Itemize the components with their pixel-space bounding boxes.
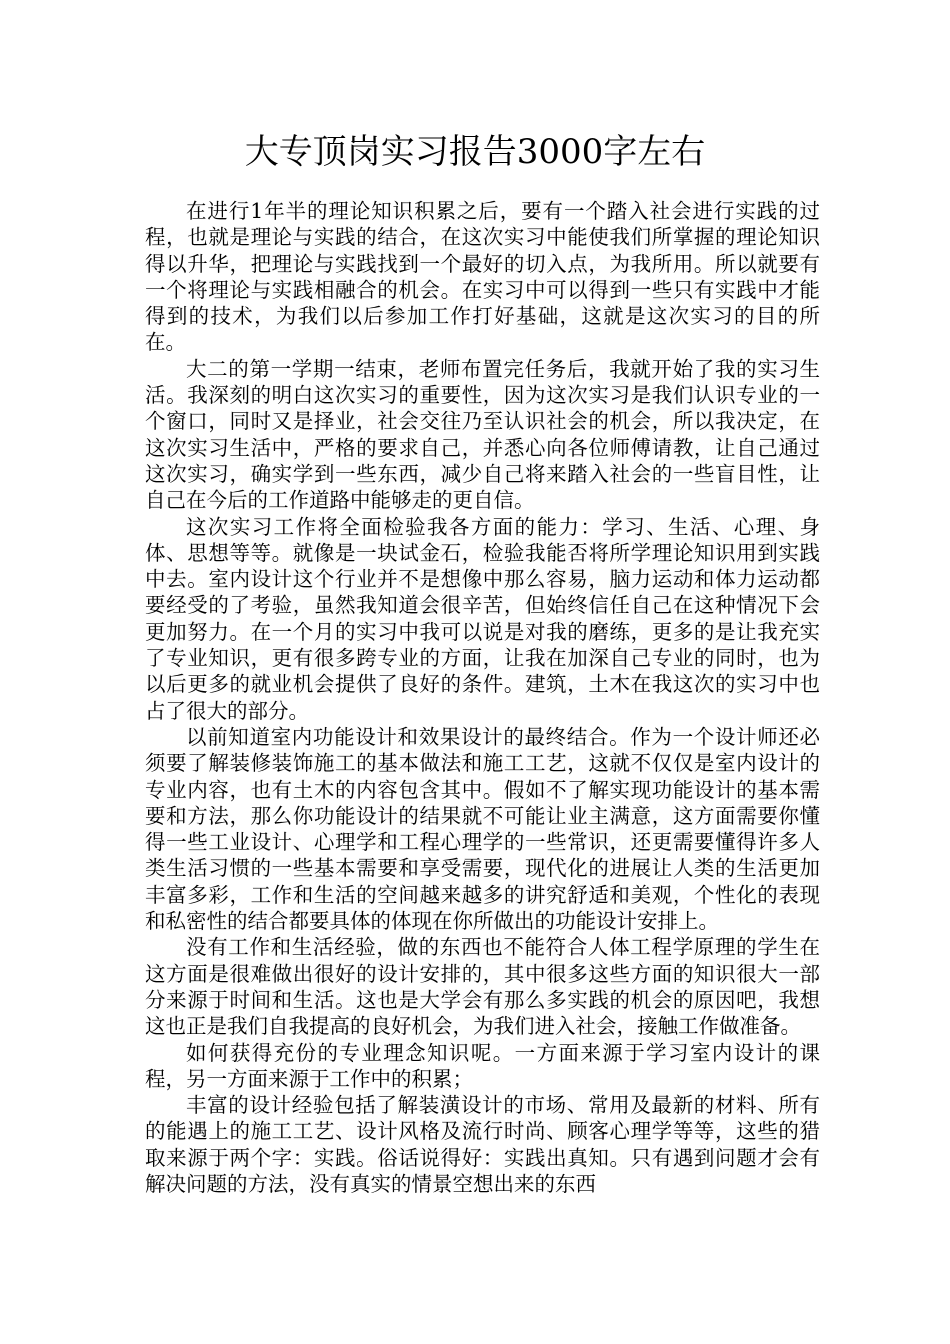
paragraph-1: 在进行1年半的理论知识积累之后，要有一个踏入社会进行实践的过程，也就是理论与实践的结合，在这次实习中能使我们所掌握的理论知识得以升华，把理论与实践找到一个最好的切入点，为我所用。所以就要有一个将理论与实践相融合的机会。在实习中可以得到一些只有实践中才能得到的技术，为我们以后参加工作打好基础，这就是这次实习的目的所在。 <box>145 199 820 355</box>
paragraph-2: 大二的第一学期一结束，老师布置完任务后，我就开始了我的实习生活。我深刻的明白这次实习的重要性，因为这次实习是我们认识专业的一个窗口，同时又是择业，社会交往乃至认识社会的机会，所以我决定，在这次实习生活中，严格的要求自己，并悉心向各位师傅请教，让自己通过这次实习，确实学到一些东西，减少自己将来踏入社会的一些盲目性，让自己在今后的工作道路中能够走的更自信。 <box>145 356 820 513</box>
paragraph-4: 以前知道室内功能设计和效果设计的最终结合。作为一个设计师还必须要了解装修装饰施工的基本做法和施工工艺，这就不仅仅是室内设计的专业内容，也有土木的内容包含其中。假如不了解实现功能设计的基本需要和方法，那么你功能设计的结果就不可能让业主满意，这方面需要你懂得一些工业设计、心理学和工程心理学的一些常识，还更需要懂得许多人类生活习惯的一些基本需要和享受需要，现代化的进展让人类的生活更加丰富多彩，工作和生活的空间越来越多的讲究舒适和美观，个性化的表现和私密性的结合都要具体的体现在你所做出的功能设计安排上。 <box>145 724 820 934</box>
paragraph-7: 丰富的设计经验包括了解装潢设计的市场、常用及最新的材料、所有的能遇上的施工工艺、设计风格及流行时尚、顾客心理学等等，这些的猎取来源于两个字：实践。俗话说得好：实践出真知。只有遇到问题才会有解决问题的方法，没有真实的情景空想出来的东西 <box>145 1093 820 1196</box>
document-body <box>145 198 820 1197</box>
document-title: 大专顶岗实习报告3000字左右 <box>244 132 706 172</box>
paragraph-3: 这次实习工作将全面检验我各方面的能力：学习、生活、心理、身体、思想等等。就像是一块试金石，检验我能否将所学理论知识用到实践中去。室内设计这个行业并不是想像中那么容易，脑力运动和体力运动都要经受的了考验，虽然我知道会很辛苦，但始终信任自己在这种情况下会更加努力。在一个月的实习中我可以说是对我的磨练，更多的是让我充实了专业知识，更有很多跨专业的方面，让我在加深自己专业的同时，也为以后更多的就业机会提供了良好的条件。建筑，土木在我这次的实习中也占了很大的部分。 <box>145 514 820 723</box>
paragraph-5: 没有工作和生活经验，做的东西也不能符合人体工程学原理的学生在这方面是很难做出很好的设计安排的，其中很多这些方面的知识很大一部分来源于时间和生活。这也是大学会有那么多实践的机会的原因吧，我想这也正是我们自我提高的良好机会，为我们进入社会，接触工作做准备。 <box>145 935 820 1039</box>
paragraph-6: 如何获得充份的专业理念知识呢。一方面来源于学习室内设计的课程，另一方面来源于工作中的积累； <box>145 1040 820 1091</box>
